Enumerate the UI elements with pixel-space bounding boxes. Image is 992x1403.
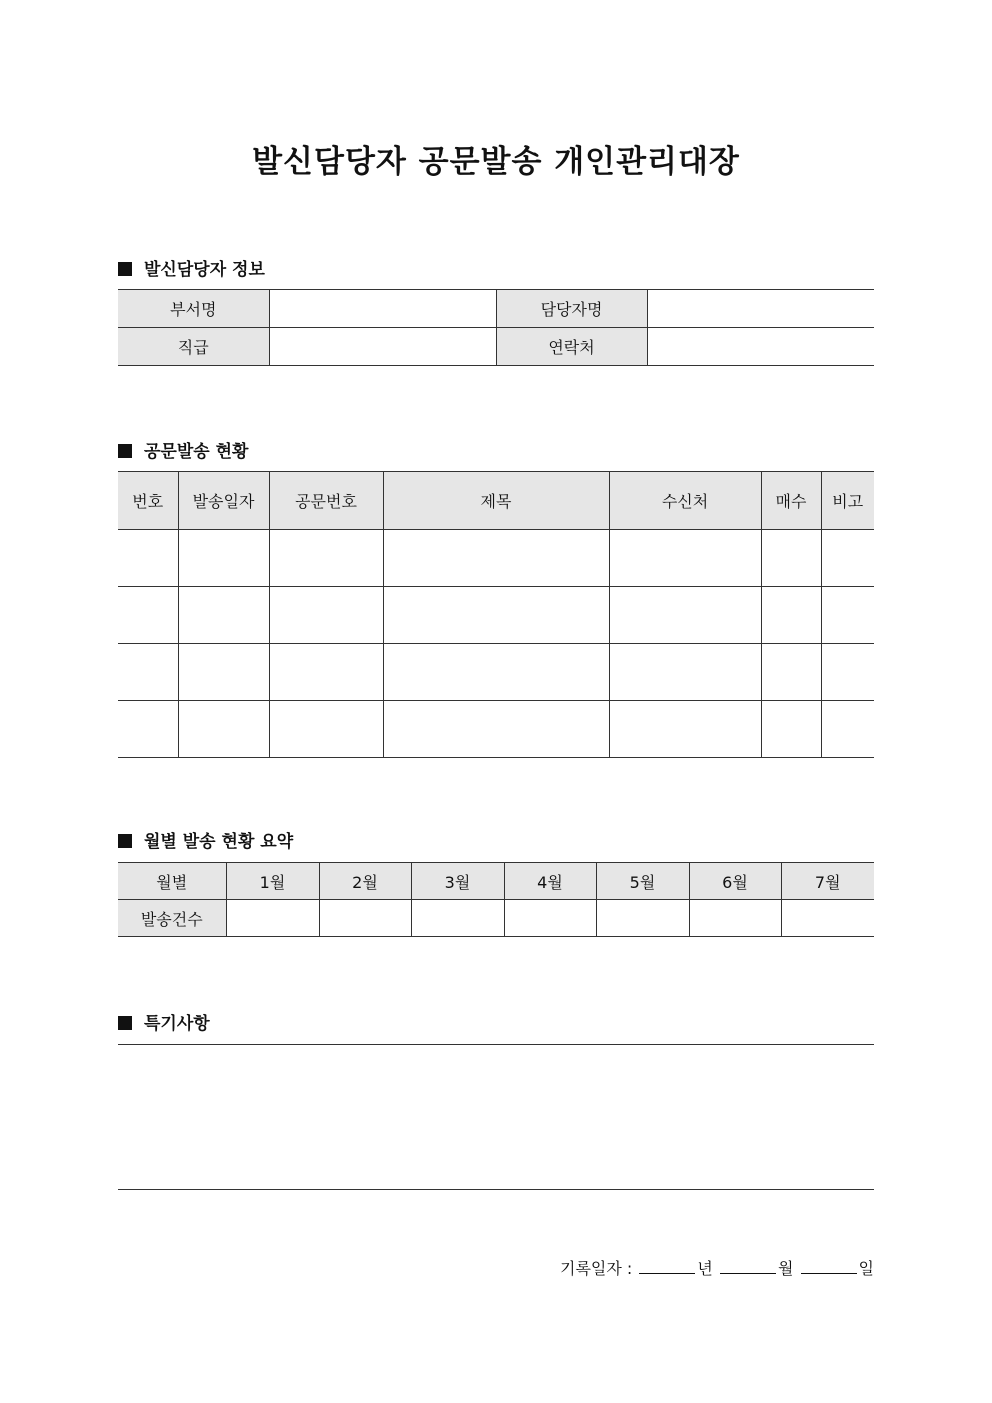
col-subject: 제목 [383, 472, 609, 530]
cell[interactable] [118, 701, 178, 758]
record-date [560, 1256, 874, 1279]
cell[interactable] [178, 701, 269, 758]
table-row [118, 701, 874, 758]
col-pages: 매수 [761, 472, 821, 530]
table-row [118, 587, 874, 644]
cell[interactable] [609, 644, 761, 701]
count-cell[interactable] [226, 900, 319, 937]
month-1: 1월 [226, 863, 319, 900]
send-count-label: 발송건수 [118, 900, 226, 937]
month-2: 2월 [319, 863, 411, 900]
cell[interactable] [821, 587, 874, 644]
cell[interactable] [269, 701, 383, 758]
cell[interactable] [609, 587, 761, 644]
square-bullet-icon [118, 1016, 132, 1030]
table-row [118, 644, 874, 701]
month-suffix: 월 [777, 1259, 794, 1278]
section-notes-label: 특기사항 [144, 1014, 210, 1034]
day-suffix: 일 [858, 1259, 874, 1278]
cell[interactable] [118, 587, 178, 644]
count-cell[interactable] [411, 900, 504, 937]
cell[interactable] [761, 701, 821, 758]
cell[interactable] [269, 644, 383, 701]
cell[interactable] [383, 701, 609, 758]
square-bullet-icon [118, 834, 132, 848]
monthly-table [118, 862, 874, 937]
month-7: 7월 [781, 863, 874, 900]
cell[interactable] [761, 587, 821, 644]
cell[interactable] [821, 530, 874, 587]
month-4: 4월 [504, 863, 596, 900]
cell[interactable] [609, 701, 761, 758]
count-cell[interactable] [781, 900, 874, 937]
col-recipient: 수신처 [609, 472, 761, 530]
cell[interactable] [821, 701, 874, 758]
section-heading-monthly [118, 827, 293, 852]
count-cell[interactable] [504, 900, 596, 937]
monthly-row-label: 월별 [118, 863, 226, 900]
cell[interactable] [383, 644, 609, 701]
cell[interactable] [383, 530, 609, 587]
cell[interactable] [269, 587, 383, 644]
cell[interactable] [178, 644, 269, 701]
month-6: 6월 [689, 863, 781, 900]
month-3: 3월 [411, 863, 504, 900]
cell[interactable] [383, 587, 609, 644]
count-cell[interactable] [596, 900, 689, 937]
info-table [118, 289, 874, 366]
document-title: 발신담당자 공문발송 개인관리대장 [252, 144, 740, 180]
year-blank[interactable] [639, 1259, 695, 1274]
month-blank[interactable] [720, 1259, 776, 1274]
col-remarks: 비고 [821, 472, 874, 530]
section-heading-ledger [118, 437, 248, 462]
cell[interactable] [178, 587, 269, 644]
cell[interactable] [178, 530, 269, 587]
cell[interactable] [118, 530, 178, 587]
ledger-table [118, 471, 874, 758]
manager-label: 담당자명 [496, 290, 647, 328]
section-heading-notes [118, 1009, 210, 1034]
square-bullet-icon [118, 444, 132, 458]
cell[interactable] [821, 644, 874, 701]
cell[interactable] [761, 644, 821, 701]
day-blank[interactable] [801, 1259, 857, 1274]
rank-field[interactable] [269, 328, 496, 366]
record-date-label: 기록일자 : [560, 1259, 633, 1278]
contact-label: 연락처 [496, 328, 647, 366]
department-label: 부서명 [118, 290, 269, 328]
table-row [118, 530, 874, 587]
section-info-label: 발신담당자 정보 [144, 260, 265, 280]
square-bullet-icon [118, 262, 132, 276]
section-heading-info [118, 255, 265, 280]
col-doc-number: 공문번호 [269, 472, 383, 530]
col-send-date: 발송일자 [178, 472, 269, 530]
count-cell[interactable] [689, 900, 781, 937]
count-cell[interactable] [319, 900, 411, 937]
department-field[interactable] [269, 290, 496, 328]
section-ledger-label: 공문발송 현황 [144, 442, 249, 462]
contact-field[interactable] [647, 328, 874, 366]
month-5: 5월 [596, 863, 689, 900]
year-suffix: 년 [697, 1259, 713, 1278]
rank-label: 직급 [118, 328, 269, 366]
notes-area[interactable] [118, 1044, 874, 1190]
cell[interactable] [609, 530, 761, 587]
cell[interactable] [269, 530, 383, 587]
cell[interactable] [118, 644, 178, 701]
col-number: 번호 [118, 472, 178, 530]
section-monthly-label: 월별 발송 현황 요약 [144, 832, 294, 852]
cell[interactable] [761, 530, 821, 587]
manager-field[interactable] [647, 290, 874, 328]
